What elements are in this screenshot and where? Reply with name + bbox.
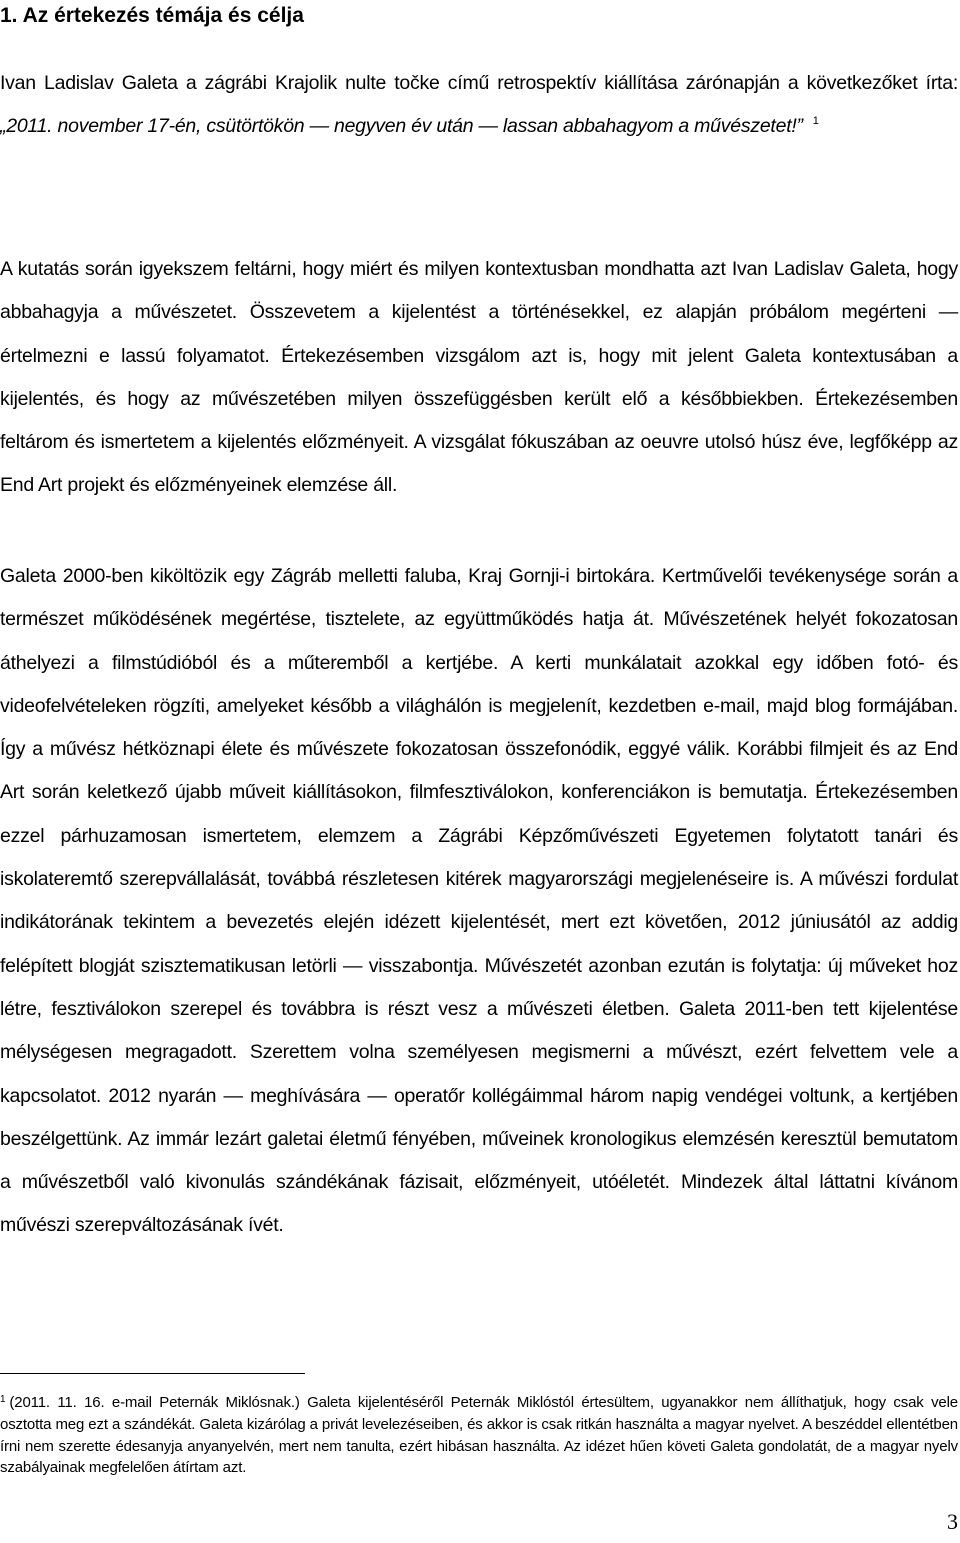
footnote-separator [0, 1373, 305, 1374]
research-aim-paragraph: A kutatás során igyekszem feltárni, hogy miért és milyen kontextusban mondhatta azt Ivan Ladislav Galeta, hogy abbahagyja a művészetet. Összevetem a kijelentést a történésekkel, ez alapján próbálom megérteni ― értelmezni e lassú folyamatot. Értekezésemben vizsgálom azt is, hogy mit jelent Galeta kontextusában a kijelentés, és hogy az művészetében milyen összefüggésben került elő a későbbiekben. Értekezésemben feltárom és ismertetem a kijelentés előzményeit. A vizsgálat fókuszában az oeuvre utolsó húsz éve, legfőképp az End Art projekt és előzményeinek elemzése áll. [0, 258, 958, 497]
intro-lead-text: Ivan Ladislav Galeta a zágrábi Krajolik nulte točke című retrospektív kiállítása zárónapján a következőket írta: [0, 72, 958, 94]
footnote-text: (2011. 11. 16. e-mail Peternák Miklósnak.) Galeta kijelentéséről Peternák Miklóstól értesültem, ugyanakkor nem állíthatjuk, hogy csak vele osztotta meg ezt a szándékát. Galeta kizárólag a privát levelezéseiben, és akkor is csak ritkán használta a magyar nyelvet. A beszéddel ellentétben írni nem szerette édesanyja anyanyelvén, mert nem tanulta, ezért hibásan használta. Az idézet hűen követi Galeta gondolatát, de a magyar nyelv szabályainak megfelelően átírtam azt. [0, 1394, 958, 1477]
footnote-reference[interactable]: 1 [812, 115, 819, 128]
section-heading: 1. Az értekezés témája és célja [0, 4, 304, 27]
page-number: 3 [947, 1509, 958, 1534]
background-paragraph: Galeta 2000-ben kiköltözik egy Zágráb melletti faluba, Kraj Gornji-i birtokára. Kertművelői tevékenysége során a természet működésének megértése, tisztelete, az együttműködés hatja át. Művészetének helyét fokozatosan áthelyezi a filmstúdióból és a műteremből a kertjébe. A kerti munkálatait azokkal egy időben fotó- és videofelvételeken rögzíti, amelyeket később a világhálón is megjelenít, kezdetben e-mail, majd blog formájában. Így a művész hétköznapi élete és művészete fokozatosan összefonódik, eggyé válik. Korábbi filmjeit és az End Art során keletkező újabb műveit kiállításokon, filmfesztiválokon, konferenciákon is bemutatja. Értekezésemben ezzel párhuzamosan ismertetem, elemzem a Zágrábi Képzőművészeti Egyetemen folytatott tanári és iskolateremtő szerepvállalását, továbbá részletesen kitérek magyarországi megjelenéseire is. A művészi fordulat indikátorának tekintem a bevezetés elején idézett kijelentését, mert ezt követően, 2012 júniusától az addig felépített blogját szisztematikusan letörli ― visszabontja. Művészetét azonban ezután is folytatja: új műveket hoz létre, fesztiválokon szerepel és továbbra is részt vesz a művészeti életben. Galeta 2011-ben tett kijelentése mélységesen megragadott. Szerettem volna személyesen megismerni a művészt, ezért felvettem vele a kapcsolatot. 2012 nyarán ― meghívására ― operatőr kollégáimmal három napig vendégei voltunk, a kertjében beszélgettünk. Az immár lezárt galetai életmű fényében, műveinek kronologikus elemzésén keresztül bemutatom a művészetből való kivonulás szándékának fázisait, előzményeit, utóéletét. Mindezek által láttatni kívánom művészi szerepváltozásának ívét. [0, 565, 958, 1237]
galeta-quote: „2011. november 17-én, csütörtökön ― negyven év után ― lassan abbahagyom a művészetet!” [0, 115, 803, 138]
intro-paragraph [0, 62, 958, 149]
footnote [0, 1392, 958, 1479]
footnote-marker: 1 [0, 1394, 6, 1405]
